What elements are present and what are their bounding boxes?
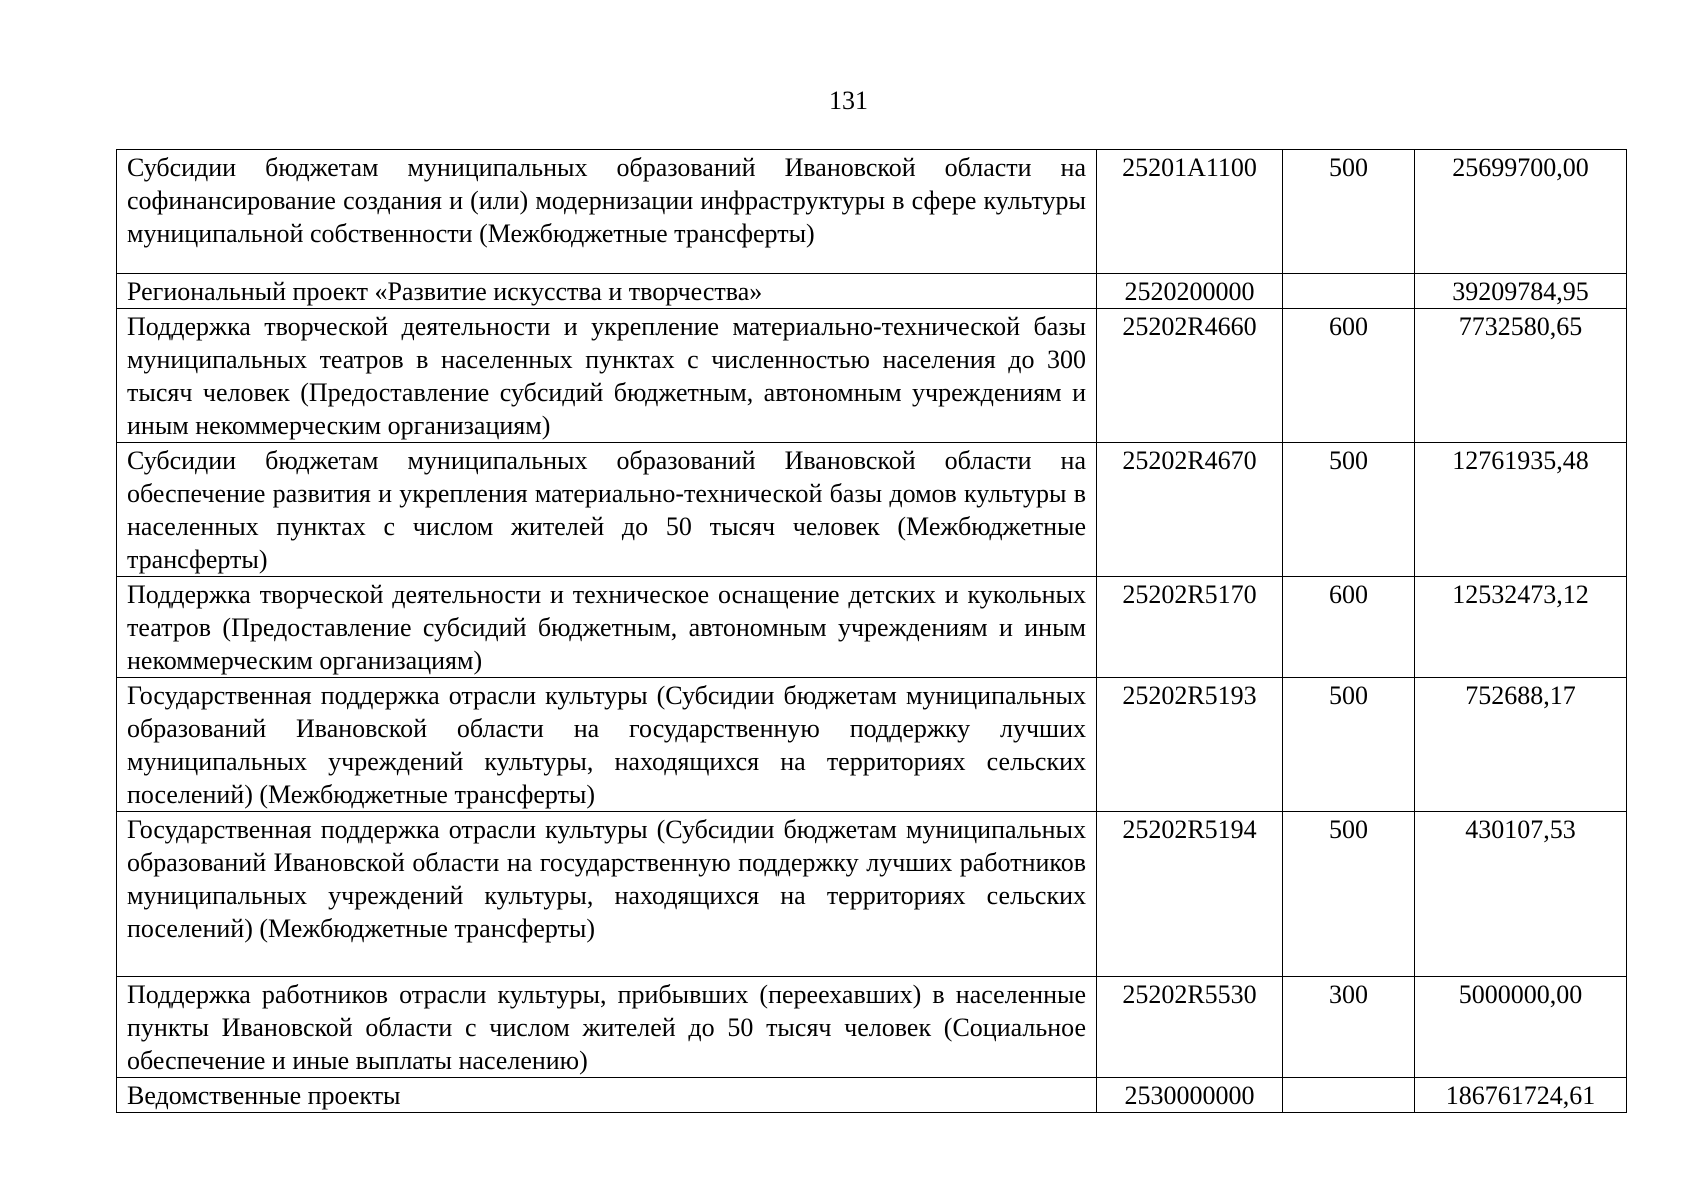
row-amount: 25699700,00 bbox=[1415, 150, 1627, 274]
row-amount: 12532473,12 bbox=[1415, 577, 1627, 678]
row-name: Государственная поддержка отрасли культуры (Субсидии бюджетам муниципальных образований Ивановской области на государственную поддержку лучших муниципальных учреждений культуры, находящихся на территориях сельских поселений) (Межбюджетные трансферты) bbox=[117, 678, 1097, 812]
row-code: 25202R4660 bbox=[1097, 309, 1283, 443]
row-expense-type: 500 bbox=[1283, 150, 1415, 274]
table-row bbox=[117, 812, 1627, 977]
row-expense-type bbox=[1283, 274, 1415, 309]
row-expense-type: 300 bbox=[1283, 977, 1415, 1078]
row-amount: 5000000,00 bbox=[1415, 977, 1627, 1078]
row-expense-type: 600 bbox=[1283, 577, 1415, 678]
page-number: 131 bbox=[829, 86, 868, 115]
table-row bbox=[117, 577, 1627, 678]
row-expense-type: 500 bbox=[1283, 443, 1415, 577]
row-name: Поддержка творческой деятельности и техническое оснащение детских и кукольных театров (Предоставление субсидий бюджетным, автономным учреждениям и иным некоммерческим организациям) bbox=[117, 577, 1097, 678]
row-amount: 39209784,95 bbox=[1415, 274, 1627, 309]
row-code: 25202R5530 bbox=[1097, 977, 1283, 1078]
row-expense-type bbox=[1283, 1078, 1415, 1113]
table-row bbox=[117, 977, 1627, 1078]
table-row bbox=[117, 443, 1627, 577]
row-code: 25202R5170 bbox=[1097, 577, 1283, 678]
row-expense-type: 500 bbox=[1283, 812, 1415, 977]
row-name: Субсидии бюджетам муниципальных образований Ивановской области на софинансирование создания и (или) модернизации инфраструктуры в сфере культуры муниципальной собственности (Межбюджетные трансферты) bbox=[117, 150, 1097, 274]
table-row bbox=[117, 150, 1627, 274]
row-code: 25202R5194 bbox=[1097, 812, 1283, 977]
row-code: 25201A1100 bbox=[1097, 150, 1283, 274]
budget-table bbox=[116, 149, 1627, 1113]
row-expense-type: 600 bbox=[1283, 309, 1415, 443]
table-row bbox=[117, 309, 1627, 443]
row-amount: 7732580,65 bbox=[1415, 309, 1627, 443]
row-amount: 430107,53 bbox=[1415, 812, 1627, 977]
row-code: 25202R5193 bbox=[1097, 678, 1283, 812]
row-name: Субсидии бюджетам муниципальных образований Ивановской области на обеспечение развития и укрепления материально-технической базы домов культуры в населенных пунктах с числом жителей до 50 тысяч человек (Межбюджетные трансферты) bbox=[117, 443, 1097, 577]
row-name: Региональный проект «Развитие искусства и творчества» bbox=[117, 274, 1097, 309]
row-name: Поддержка работников отрасли культуры, прибывших (переехавших) в населенные пункты Ивановской области с числом жителей до 50 тысяч человек (Социальное обеспечение и иные выплаты населению) bbox=[117, 977, 1097, 1078]
row-code: 2520200000 bbox=[1097, 274, 1283, 309]
table-row bbox=[117, 1078, 1627, 1113]
row-name: Государственная поддержка отрасли культуры (Субсидии бюджетам муниципальных образований Ивановской области на государственную поддержку лучших работников муниципальных учреждений культуры, находящихся на территориях сельских поселений) (Межбюджетные трансферты) bbox=[117, 812, 1097, 977]
row-name: Ведомственные проекты bbox=[117, 1078, 1097, 1113]
row-name: Поддержка творческой деятельности и укрепление материально-технической базы муниципальных театров в населенных пунктах с численностью населения до 300 тысяч человек (Предоставление субсидий бюджетным, автономным учреждениям и иным некоммерческим организациям) bbox=[117, 309, 1097, 443]
row-code: 25202R4670 bbox=[1097, 443, 1283, 577]
row-amount: 12761935,48 bbox=[1415, 443, 1627, 577]
table-row bbox=[117, 274, 1627, 309]
row-code: 2530000000 bbox=[1097, 1078, 1283, 1113]
row-amount: 752688,17 bbox=[1415, 678, 1627, 812]
table-row bbox=[117, 678, 1627, 812]
row-expense-type: 500 bbox=[1283, 678, 1415, 812]
row-amount: 186761724,61 bbox=[1415, 1078, 1627, 1113]
